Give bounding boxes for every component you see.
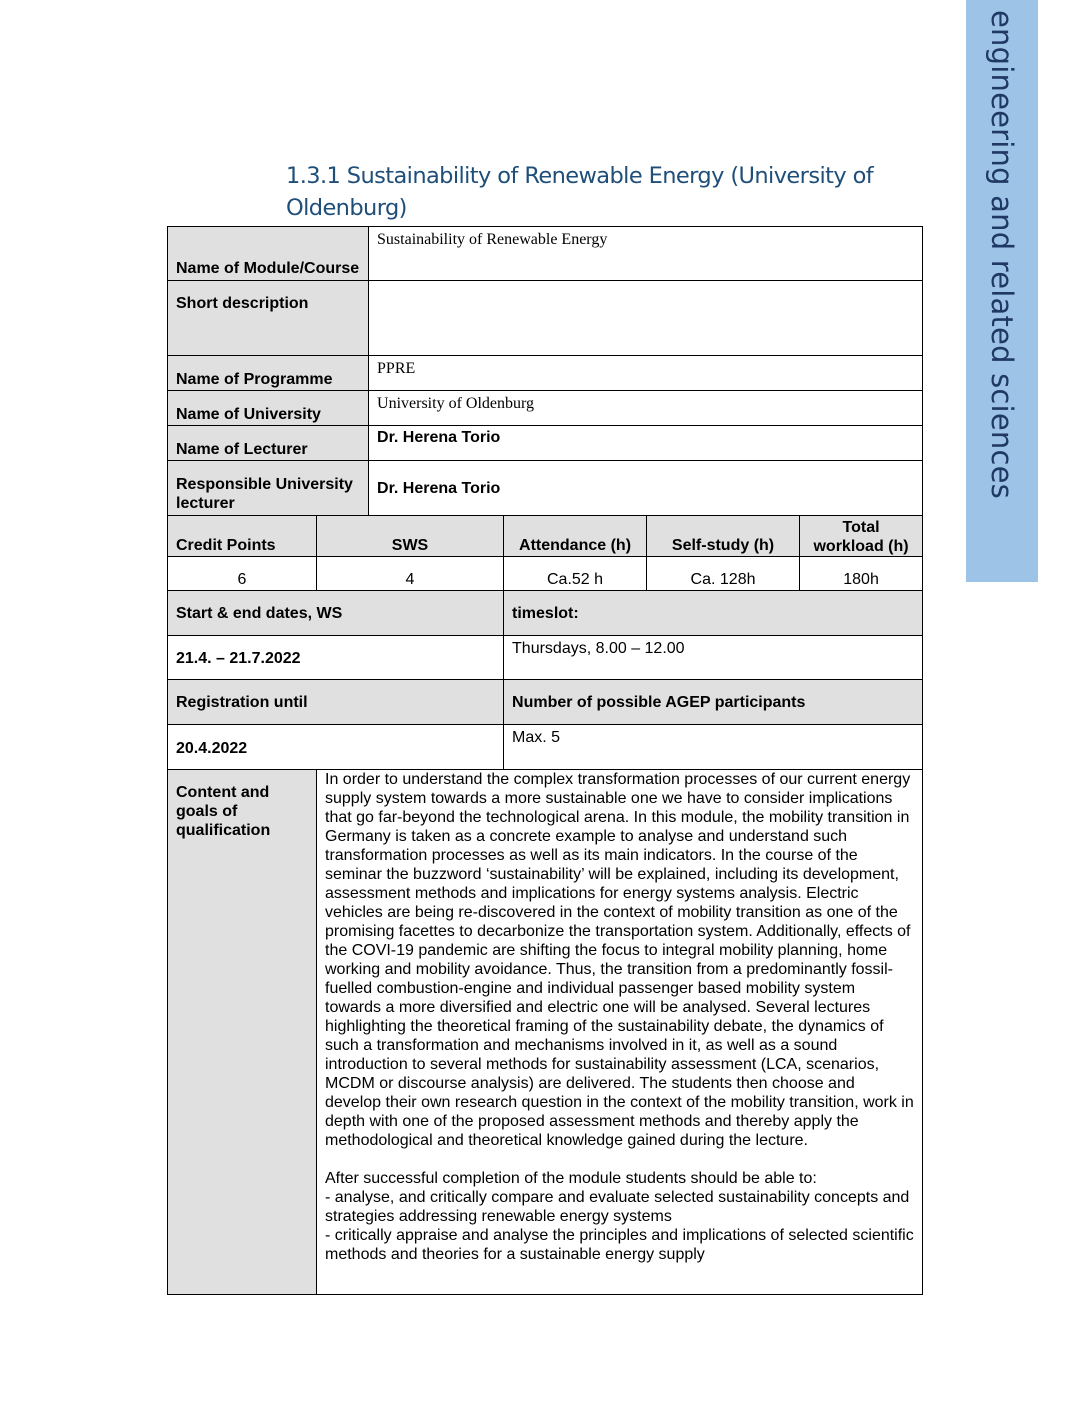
row-content [168,770,923,1295]
university-value: University of Oldenburg [369,391,923,426]
credit-points-value: 6 [168,557,317,591]
sws-value: 4 [317,557,504,591]
row-schedule-headers [168,591,923,636]
responsible-value: Dr. Herena Torio [369,461,923,516]
outcome-item: - analyse, and critically compare and evaluate selected sustainability concepts and strategies addressing renewable energy systems [325,1189,910,1225]
attendance-header: Attendance (h) [504,516,647,557]
total-workload-header: Total workload (h) [800,516,923,557]
participants-label: Number of possible AGEP participants [504,680,923,725]
row-module-name [168,227,923,281]
row-lecturer [168,426,923,461]
module-name-label: Name of Module/Course [168,227,369,281]
dates-label: Start & end dates, WS [168,591,504,636]
university-label: Name of University [168,391,369,426]
lecturer-value: Dr. Herena Torio [369,426,923,461]
row-short-description [168,281,923,356]
content-label: Content and goals of qualification [168,770,317,1295]
short-description-label: Short description [168,281,369,356]
dates-value: 21.4. – 21.7.2022 [168,636,504,680]
registration-label: Registration until [168,680,504,725]
row-responsible [168,461,923,516]
short-description-value [369,281,923,356]
section-heading: 1.3.1 Sustainability of Renewable Energy (University of Oldenburg) [286,163,874,221]
side-section-label: engineering and related sciences [985,10,1019,499]
row-registration-headers [168,680,923,725]
self-study-value: Ca. 128h [647,557,800,591]
participants-value: Max. 5 [504,725,923,770]
row-workload-headers [168,516,923,557]
lecturer-label: Name of Lecturer [168,426,369,461]
credit-points-header: Credit Points [168,516,317,557]
row-university [168,391,923,426]
timeslot-label: timeslot: [504,591,923,636]
module-name-value: Sustainability of Renewable Energy [369,227,923,281]
content-paragraph: In order to understand the complex transformation processes of our current energy supply system towards a more sustainable one we have to consider implications that go far-beyond the technological arena. In this module, the mobility transition in Germany is taken as a concrete example to analyse and understand such transformation processes as well as its main indicators. In the course of the seminar the buzzword ‘sustainability’ will be explained, including its development, assessment methods and implications for energy systems analysis. Electric vehicles are being re-discovered in the context of mobility transition as one of the promising facettes to decarbonize the transportation system. Additionally, effects of the COVI-19 pandemic are shifting the focus to integral mobility planning, home working and mobility avoidance. Thus, the transition from a predominantly fossil-fuelled combustion-engine and individual passenger based mobility system towards a more diversified and electric one will be analysed. Several lectures highlighting the theoretical framing of the sustainability debate, the dynamics of such a transformation and mechanisms involved in it, as well as a sound introduction to several methods for sustainability assessment (LCA, scenarios, MCDM or discourse analysis) are delivered. The students then choose and develop their own research question in the context of the mobility transition, work in depth with one of the proposed assessment methods and thereby apply the methodological and theoretical knowledge gained during the lecture. [325,771,914,1149]
row-workload-values [168,557,923,591]
outcomes-intro: After successful completion of the module students should be able to: [325,1170,817,1187]
registration-value: 20.4.2022 [168,725,504,770]
module-table [167,226,923,1295]
attendance-value: Ca.52 h [504,557,647,591]
timeslot-value: Thursdays, 8.00 – 12.00 [504,636,923,680]
responsible-label: Responsible University lecturer [168,461,369,516]
total-workload-value: 180h [800,557,923,591]
outcome-item: - critically appraise and analyse the principles and implications of selected scientific methods and theories for a sustainable energy supply [325,1227,914,1263]
programme-value: PPRE [369,356,923,391]
programme-label: Name of Programme [168,356,369,391]
side-section-tab [966,0,1038,582]
row-programme [168,356,923,391]
row-schedule-values [168,636,923,680]
sws-header: SWS [317,516,504,557]
row-registration-values [168,725,923,770]
self-study-header: Self-study (h) [647,516,800,557]
content-body [317,770,923,1295]
